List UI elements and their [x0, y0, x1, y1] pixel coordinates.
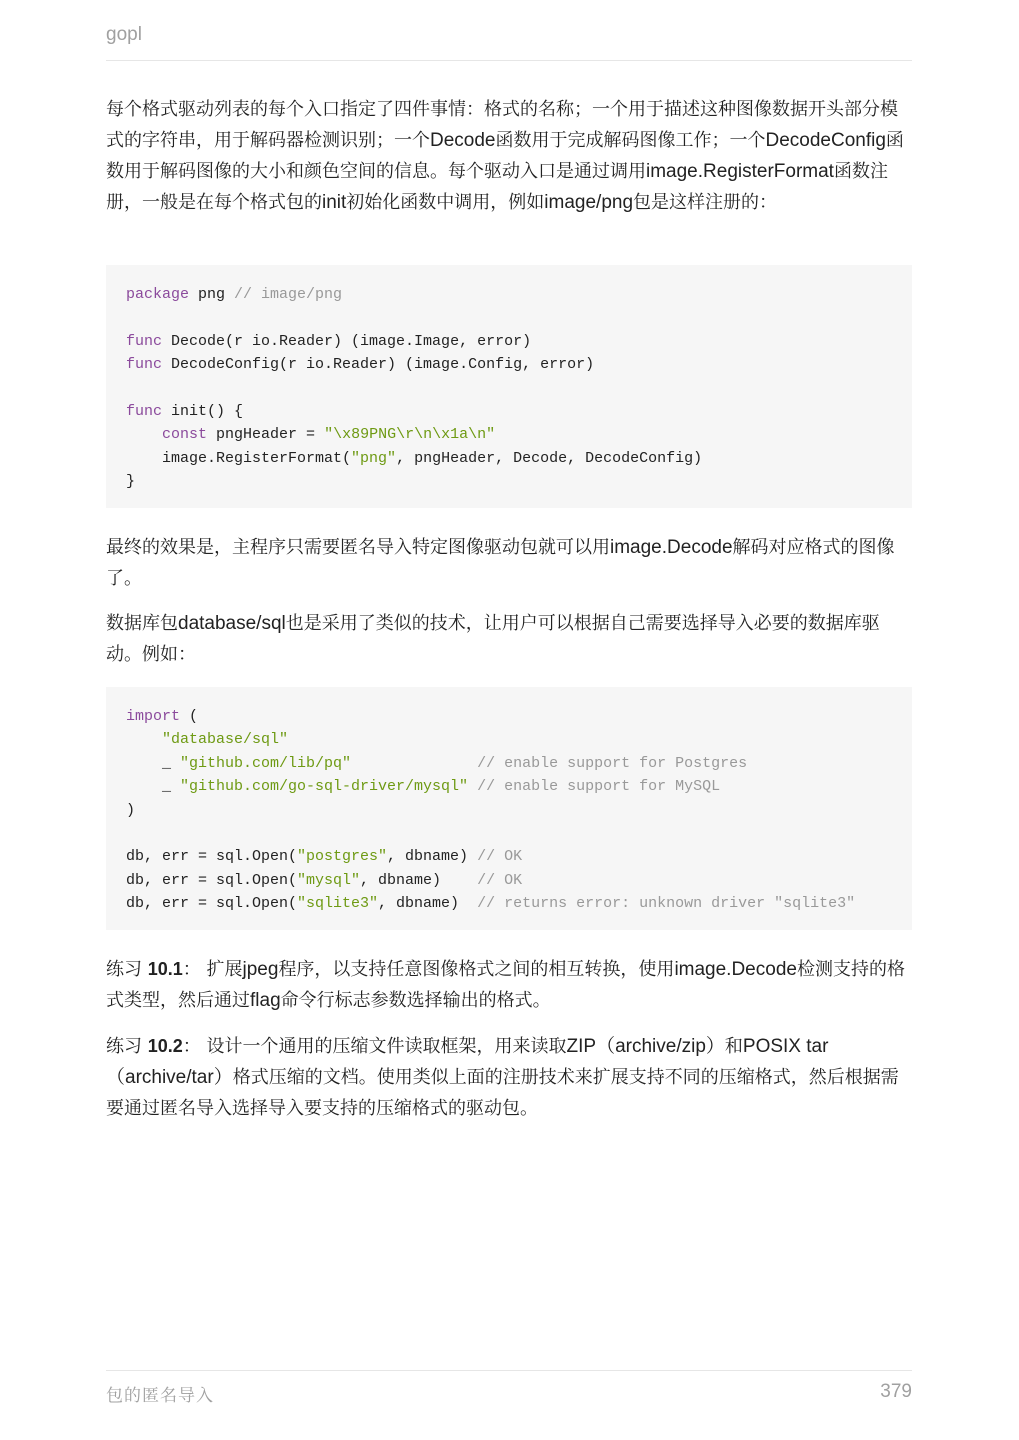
code-indent: [126, 731, 162, 748]
code-term: ZIP（archive/zip）: [566, 1036, 725, 1057]
code-term: Decode: [430, 130, 496, 151]
code-text: png: [189, 286, 235, 303]
code-keyword: import: [126, 708, 181, 725]
code-text: [468, 778, 477, 795]
text: 函数用于解码图像的大小和颜色空间的信息。每个驱动入口是通过调用: [106, 130, 904, 182]
code-text: _: [126, 754, 181, 772]
code-comment: // enable support for MySQL: [477, 778, 721, 796]
text: 初始化函数中调用，例如: [346, 192, 545, 213]
code-term: image.Decode: [610, 537, 733, 558]
code-keyword: const: [162, 426, 208, 444]
code-text: pngHeader =: [207, 426, 325, 444]
code-text: , dbname): [360, 871, 478, 889]
paragraph-format-registration: [106, 94, 912, 218]
text: 也是采用了类似的技术，让用户可以根据自己需要选择导入必要的数据库驱动。例如：: [106, 613, 880, 665]
code-string: "github.com/go-sql-driver/mysql": [180, 778, 469, 796]
text: 函数用于完成解码图像工作；一个: [495, 130, 766, 151]
code-block-sql: [106, 687, 912, 930]
footer-section-title: 包的匿名导入: [106, 1386, 214, 1406]
paragraph-database-sql: [106, 608, 912, 670]
code-text: , dbname): [387, 848, 478, 866]
code-text: _: [126, 778, 181, 796]
code-term: init: [322, 192, 347, 213]
code-string: "sqlite3": [297, 895, 379, 913]
code-term: image.RegisterFormat: [646, 161, 834, 182]
text: 格式压缩的文档。使用类似上面的注册技术来扩展支持不同的压缩格式，然后根据需要通过匿名导入选择导入要支持的压缩格式的驱动包。: [106, 1067, 899, 1119]
code-term: flag: [250, 990, 281, 1011]
text: 最终的效果是，主程序只需要匿名导入特定图像驱动包就可以用: [106, 537, 610, 558]
exercise-10-1: [106, 954, 912, 1016]
code-keyword: func: [126, 356, 163, 374]
code-term: jpeg: [242, 959, 279, 980]
code-text: (: [180, 708, 199, 725]
code-text: db, err = sql.Open(: [126, 871, 298, 889]
header-divider: [106, 60, 912, 61]
text: 程序，以支持任意图像格式之间的相互转换，使用: [278, 959, 675, 980]
code-term: image/png: [544, 192, 634, 213]
code-string: "mysql": [297, 871, 361, 889]
code-comment: // OK: [477, 848, 523, 866]
code-text: }: [126, 473, 136, 491]
code-term: DecodeConfig: [765, 130, 886, 151]
code-text: ): [126, 801, 136, 819]
code-term: image.Decode: [674, 959, 797, 980]
code-string: "png": [351, 449, 397, 467]
code-string: "\x89PNG\r\n\x1a\n": [324, 426, 496, 444]
code-text: db, err = sql.Open(: [126, 848, 298, 866]
code-block-png: [106, 265, 912, 508]
code-comment: // enable support for Postgres: [477, 754, 748, 772]
text: ： 扩展: [182, 959, 243, 980]
code-text: db, err = sql.Open(: [126, 895, 298, 913]
code-text: image.RegisterFormat(: [126, 449, 352, 467]
code-comment: // OK: [477, 871, 523, 889]
text: 命令行标志参数选择输出的格式。: [280, 990, 551, 1011]
code-text: init() {: [162, 403, 244, 421]
text: ： 设计一个通用的压缩文件读取框架，用来读取: [182, 1036, 567, 1057]
text: 函数注册，一般是在每个格式包的: [106, 161, 888, 213]
text: 每个格式驱动列表的每个入口指定了四件事情：格式的名称；一个用于描述这种图像数据开头部分模式的字符串，用于解码器检测识别；一个: [106, 99, 898, 151]
code-term: database/sql: [178, 613, 286, 634]
running-header: gopl: [106, 24, 142, 45]
code-text: [351, 755, 477, 772]
text: 包是这样注册的：: [633, 192, 778, 213]
exercise-label: 练习: [106, 1036, 148, 1057]
text: 检测支持的格式类型，然后通过: [106, 959, 905, 1011]
code-text: , pngHeader, Decode, DecodeConfig): [396, 449, 703, 467]
code-text: , dbname): [378, 895, 478, 913]
code-term: POSIX tar（archive/tar）: [106, 1036, 829, 1088]
code-keyword: func: [126, 403, 163, 421]
text: 数据库包: [106, 613, 178, 634]
page-number: 379: [880, 1381, 912, 1402]
footer-divider: [106, 1370, 912, 1371]
paragraph-effect: [106, 532, 912, 594]
exercise-10-2: [106, 1031, 912, 1124]
exercise-number: 10.1: [147, 959, 183, 979]
code-keyword: func: [126, 332, 163, 350]
text: 解码对应格式的图像了。: [106, 537, 895, 589]
code-string: "database/sql": [162, 731, 289, 749]
code-comment: // returns error: unknown driver "sqlite3": [477, 895, 856, 913]
code-string: "postgres": [297, 848, 388, 866]
code-string: "github.com/lib/pq": [180, 754, 352, 772]
code-text: Decode(r io.Reader) (image.Image, error): [162, 332, 532, 350]
code-text: DecodeConfig(r io.Reader) (image.Config, error): [162, 356, 595, 374]
code-keyword: package: [126, 286, 190, 303]
exercise-label: 练习: [106, 959, 148, 980]
exercise-number: 10.2: [147, 1036, 183, 1056]
code-comment: // image/png: [234, 286, 343, 303]
code-indent: [126, 426, 162, 443]
text: 和: [724, 1036, 743, 1057]
